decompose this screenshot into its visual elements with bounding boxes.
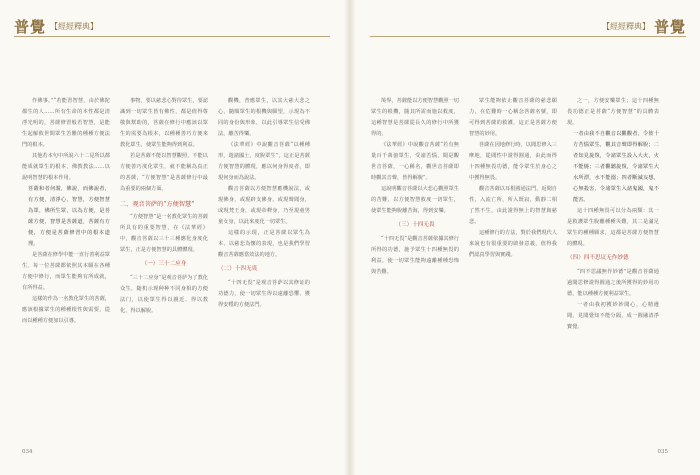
paragraph: 作佛事。”“若能習智慧，由於佛陀都生的人……所有生命的本性都是清淨光明的，菩薩修習般若智慧，是能生起解救世間眾生苦難的種種方便法門的根本。 — [22, 98, 110, 148]
section-heading: 二、观音菩萨的“方便智慧” — [120, 201, 195, 208]
paragraph: 一者由我初獲妙妙聞心，心精遺聞，見聞覺知不能分隔，成一圓融清淨寶覺。 — [567, 302, 659, 330]
paragraph: 其他若本句中所說六十二見所以都能成就眾生的根本，佛教教法……以說明智慧的根本作用。 — [22, 153, 110, 181]
paragraph: 是菩薩在修學中能一直行善利益眾生。每一位菩薩都依照其本願在各種方便中修行，而眾生能夠有所成就，有所得益。 — [22, 252, 110, 291]
left-section-tag: 【經經釋典】 — [50, 21, 99, 31]
paragraph: 這十四種無畏可以分為兩類：其一是救護眾生脫離種種災難，其二是滿足眾生的種種願求，這都是菩薩方便智慧的體現。 — [567, 208, 659, 247]
paragraph: 這樣的示現，正是菩薩以眾生為本、以慈悲為懷的表現，也是我們學習觀音菩薩應當效法的地方。 — [218, 230, 310, 258]
scripture-quote: 菩薩和者何謂，佛說，而佛說者，有方便，清淨心，智慧，方便智慧為眾，佛所生眾，以為方便，是菩薩方便，智慧是菩薩道，菩薩有方便，方便是菩薩修習中的根本道理。 — [28, 186, 110, 247]
paragraph: 眾生能夠依止觀音菩薩的慈悲願力，在危難時一心稱念菩薩名號，即可得到菩薩的救護，這正是菩薩方便智慧的妙用。 — [469, 98, 557, 137]
right-logo: 普覺 — [653, 17, 686, 36]
right-header-rule — [370, 36, 686, 37]
paragraph: 若是菩薩不能以智慧觀照，不能以方便善巧度化眾生，就不能稱為真正的菩薩，“方便智慧”是菩薩修行中最為重要的兩個方面。 — [120, 153, 208, 192]
subsection-heading: （二）十四无畏 — [218, 266, 258, 272]
paragraph: 觀音菩薩以方便智慧應機說法，或現佛身，或現辟支佛身，或現聲聞身，或現梵王身，或現帝釋身，乃至現童男童女身，以此來度化一切眾生。 — [218, 186, 310, 225]
paragraph: 菩薩在因地修行時，以聞思修入三摩地，從聞性中證得圓通，由此而得十四種無畏功德，能令眾生於身心之中獲得無畏。 — [469, 142, 557, 181]
paragraph: “方便智慧”是一名教化眾生的菩薩所具有的重要智慧，在《法華經》中，觀音菩薩以三十三種應化身度化眾生，正是方便智慧的具體體現。 — [120, 214, 208, 253]
scripture-quote: 一者由我不自觀音以觀觀者，令彼十方苦惱眾生，觀其音聲即得解脫；二者知見旋復，令諸眾生設入大火，火不能燒；三者觀聽旋復，令諸眾生大水所漂，水不能溺；四者斷滅妄想，心無殺害，令諸眾生入諸鬼國，鬼不能害。 — [573, 131, 659, 203]
paragraph: 這說明觀音菩薩以大悲心觀照眾生的苦難，以方便智慧救度一切眾生，使眾生能夠脫離苦海，得到安樂。 — [371, 186, 459, 214]
right-section-tag: 【經經釋典】 — [601, 21, 650, 31]
subsection-heading: （一）三十二应身 — [141, 261, 187, 267]
page-gutter — [344, 0, 356, 475]
text-column-5 — [469, 96, 557, 446]
subsection-heading: （三）十四无畏 — [395, 222, 435, 228]
paragraph: 觀音菩薩以耳根圓通法門，返聞自性，入流亡所，所入既寂，動靜二相了然不生，由此證得無上的智慧與慈悲。 — [469, 186, 557, 225]
right-page-number: 035 — [657, 449, 668, 455]
paragraph: “三十二应身”是观音菩萨为了教化众生，随机示现种种不同身相的方便法门，以使眾生得以親近、得以教化、得以解脫。 — [120, 275, 208, 314]
left-header-rule — [14, 36, 330, 37]
paragraph: 《法華經》中說觀音菩薩“以種種形，遊諸國土，度脫眾生”，這正是菩薩方便智慧的體現，應以何身得度者，即現何身而為說法。 — [218, 142, 310, 181]
subsection-heading: （四）四不思议无作妙德 — [567, 255, 629, 261]
left-logo: 普覺 — [14, 17, 47, 36]
paragraph: 這種修行的方法，對於我們現代人來說也有很重要的啟發意義，值得我們認真學習與實踐。 — [469, 230, 557, 258]
paragraph: 這樣的作為一名教化眾生的菩薩，應該根據眾生的種種根性與需要，從而以種種方便加以引導。 — [22, 296, 110, 324]
text-column-6 — [567, 96, 659, 446]
text-column-3 — [218, 96, 310, 446]
text-column-4 — [371, 96, 459, 446]
right-header — [602, 16, 686, 36]
paragraph: 《法華經》中說觀音菩薩“若有無量百千萬億眾生，受諸苦惱，聞是觀世音菩薩，一心稱名，觀世音菩薩即時觀其音聲，皆得解脫”。 — [371, 142, 459, 181]
paragraph: “十四无畏”是观音菩萨以其修证的功德力，使一切眾生得以遠離恐懼、獲得安穩的方便法門。 — [218, 280, 310, 308]
text-column-1 — [22, 96, 110, 446]
text-column-2 — [120, 96, 208, 446]
paragraph: 觀機，普應眾生，以其大慈大悲之心，隨順眾生的根機與願望，示現為不同的身份與形象，以此引導眾生信受佛法，離苦得樂。 — [218, 98, 310, 137]
paragraph: 事物，要以慈悲心對待眾生，要認識到一切眾生皆有佛性，都是值得尊敬與幫助的，菩薩在修行中應該以眾生的需要為根本，以種種善巧方便來教化眾生，使眾生能夠得到利益。 — [120, 98, 208, 148]
paragraph: 之一，方便安樂眾生；這十四種無畏功德正是菩薩“方便智慧”的具體表現。 — [567, 98, 659, 126]
paragraph: “十四无畏”是觀音菩薩依據其修行所得的功德，施予眾生十四種無畏的利益，使一切眾生能夠遠離種種恐怖與苦難。 — [371, 236, 459, 275]
left-header — [14, 16, 98, 36]
paragraph: 境界，菩薩能以方便智慧觀照一切眾生的根機，隨其所需而施以救度，這種智慧是菩薩從長久的修行中所獲得的。 — [371, 98, 459, 137]
paragraph: “四不思議無作妙德”是觀音菩薩通過聞思修證得圓通之後所獲得的妙用功德，能以種種方便利益眾生。 — [567, 269, 659, 297]
left-page-number: 034 — [22, 449, 33, 455]
